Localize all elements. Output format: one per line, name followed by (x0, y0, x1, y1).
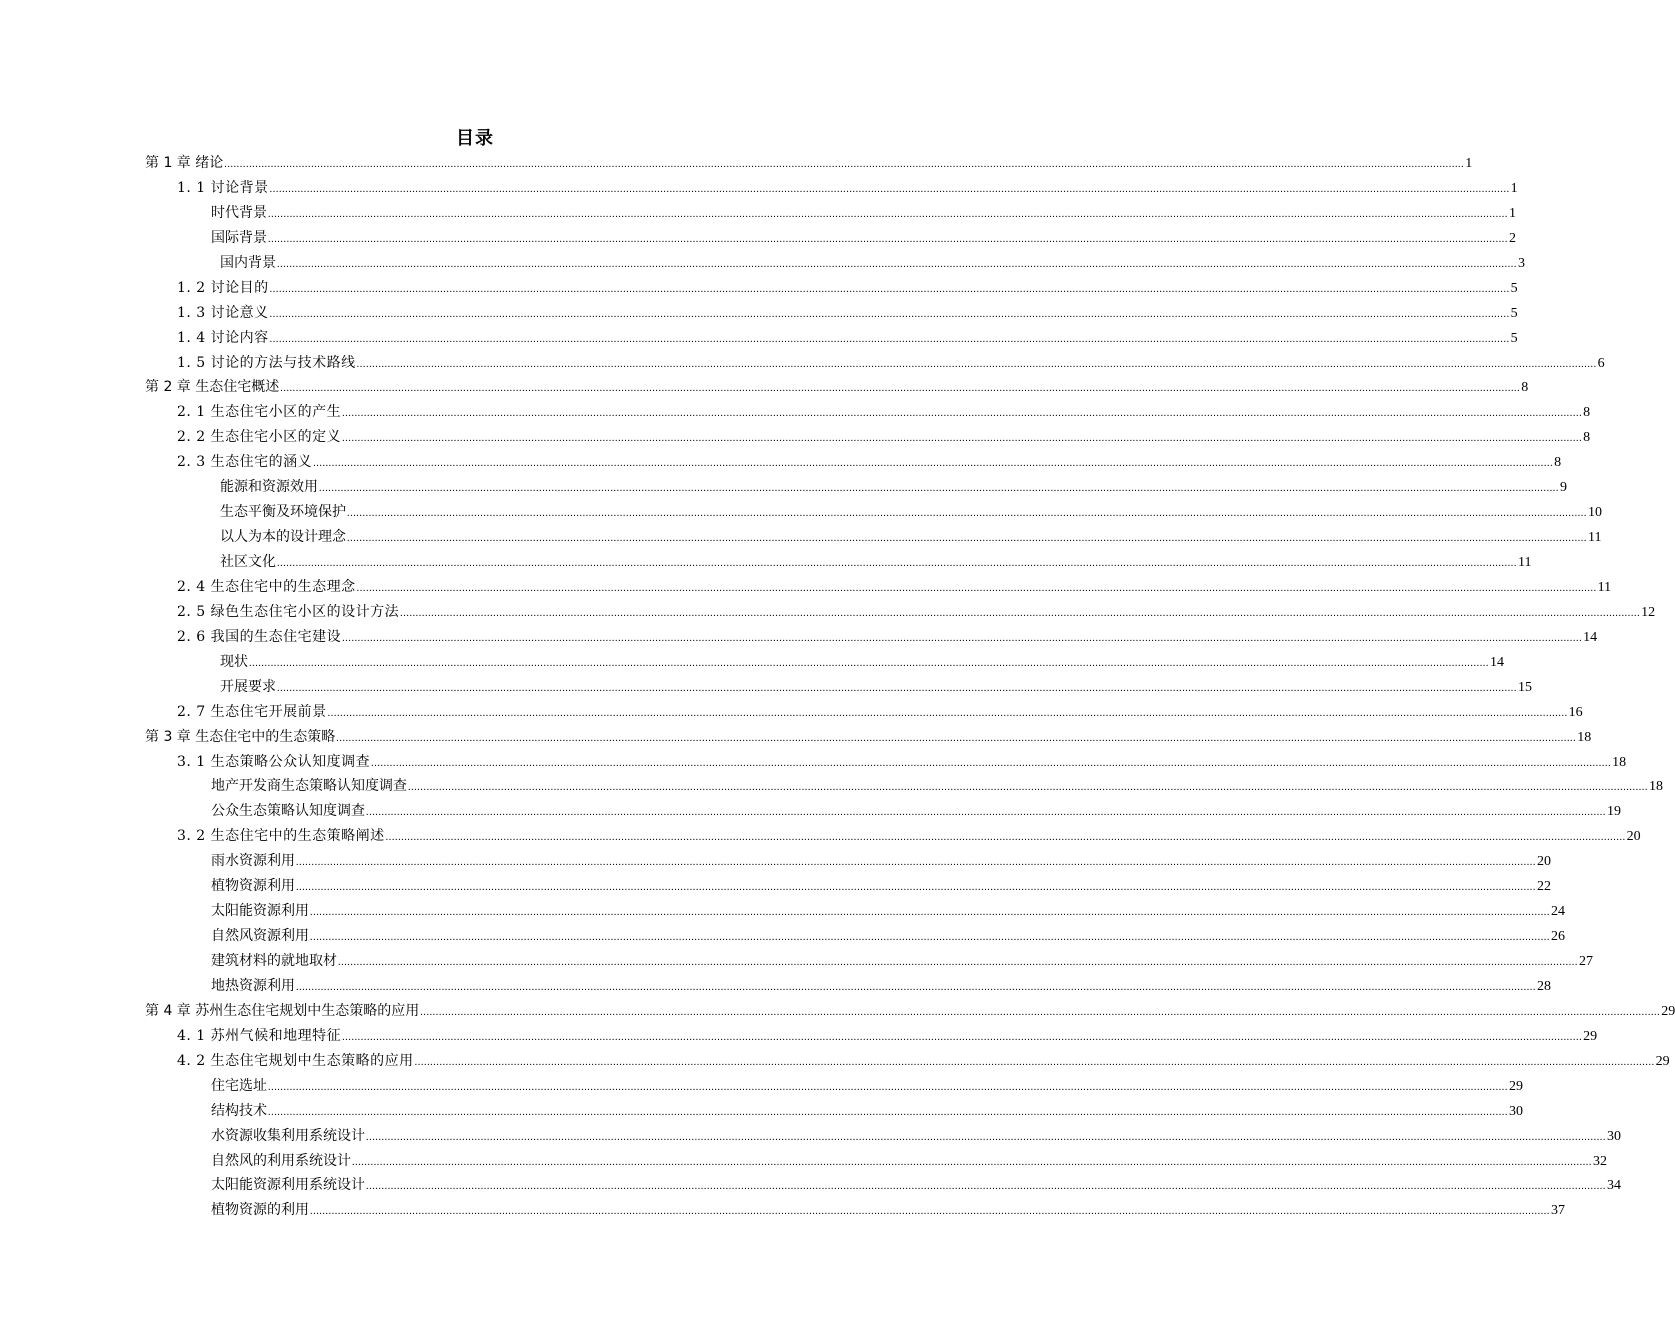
dot-leader: ................................................................................................................................................................................................................................................................................................................................................................................................................ (347, 533, 1587, 545)
toc-entry-label: 2. 2 生态住宅小区的定义 (177, 429, 342, 446)
dot-leader: ................................................................................................................................................................................................................................................................................................................................................................................................................ (342, 433, 1583, 445)
table-of-contents (145, 151, 1675, 1223)
toc-entry[interactable] (145, 750, 1627, 775)
toc-entry[interactable] (145, 301, 1518, 326)
toc-entry-page-number: 8 (1583, 430, 1591, 446)
toc-entry-label: 住宅选址 (211, 1077, 267, 1094)
toc-entry[interactable] (145, 375, 1529, 400)
toc-entry-label: 1. 1 讨论背景 (177, 179, 269, 196)
dot-leader: ................................................................................................................................................................................................................................................................................................................................................................................................................ (347, 508, 1587, 520)
toc-entry-page-number: 1 (1509, 205, 1516, 221)
toc-entry[interactable] (145, 251, 1525, 276)
toc-entry-label: 1. 4 讨论内容 (177, 329, 269, 346)
dot-leader: ................................................................................................................................................................................................................................................................................................................................................................................................................ (268, 1081, 1508, 1093)
toc-entry-page-number: 5 (1510, 330, 1518, 346)
toc-entry[interactable] (145, 799, 1621, 824)
toc-entry-label: 2. 4 生态住宅中的生态理念 (177, 578, 356, 595)
dot-leader: ................................................................................................................................................................................................................................................................................................................................................................................................................ (296, 882, 1536, 894)
toc-entry-page-number: 34 (1607, 1178, 1621, 1194)
toc-entry-label: 太阳能资源利用系统设计 (211, 1177, 365, 1194)
dot-leader: ................................................................................................................................................................................................................................................................................................................................................................................................................ (268, 208, 1508, 220)
toc-entry[interactable] (145, 924, 1565, 949)
toc-entry[interactable] (145, 176, 1518, 201)
toc-entry-label: 3. 1 生态策略公众认知度调查 (177, 753, 371, 770)
toc-entry-page-number: 27 (1579, 954, 1593, 969)
toc-entry[interactable] (145, 949, 1593, 974)
toc-entry-label: 自然风资源利用 (211, 928, 309, 945)
dot-leader: ................................................................................................................................................................................................................................................................................................................................................................................................................ (356, 582, 1597, 594)
toc-entry-label: 2. 6 我国的生态住宅建设 (177, 628, 342, 645)
toc-entry-page-number: 18 (1649, 779, 1663, 795)
toc-entry[interactable] (145, 600, 1656, 625)
dot-leader: ................................................................................................................................................................................................................................................................................................................................................................................................................ (408, 782, 1648, 794)
dot-leader: ................................................................................................................................................................................................................................................................................................................................................................................................................ (280, 383, 1521, 395)
toc-entry[interactable] (145, 1099, 1523, 1124)
toc-entry-label: 4. 1 苏州气候和地理特征 (177, 1027, 342, 1044)
toc-entry-page-number: 24 (1551, 904, 1565, 920)
dot-leader: ................................................................................................................................................................................................................................................................................................................................................................................................................ (296, 981, 1536, 993)
toc-entry-page-number: 11 (1588, 530, 1602, 546)
toc-entry-page-number: 9 (1560, 480, 1567, 496)
toc-entry-label: 开展要求 (220, 678, 276, 695)
toc-entry-label: 1. 3 讨论意义 (177, 304, 269, 321)
toc-entry-label: 自然风的利用系统设计 (211, 1152, 351, 1169)
toc-entry-label: 第 4 章 苏州生态住宅规划中生态策略的应用 (145, 1002, 420, 1019)
toc-entry-page-number: 2 (1509, 230, 1516, 246)
toc-entry-label: 地产开发商生态策略认知度调查 (211, 778, 407, 795)
toc-entry-page-number: 11 (1518, 555, 1532, 570)
toc-entry-page-number: 6 (1597, 355, 1605, 371)
toc-entry[interactable] (145, 450, 1562, 475)
toc-entry-page-number: 15 (1518, 679, 1532, 695)
toc-entry[interactable] (145, 974, 1551, 999)
toc-entry-label: 4. 2 生态住宅规划中生态策略的应用 (177, 1052, 414, 1069)
dot-leader: ................................................................................................................................................................................................................................................................................................................................................................................................................ (385, 832, 1626, 844)
toc-entry-page-number: 22 (1537, 879, 1551, 895)
toc-entry[interactable] (145, 201, 1516, 226)
toc-entry-page-number: 20 (1537, 854, 1551, 870)
dot-leader: ................................................................................................................................................................................................................................................................................................................................................................................................................ (277, 682, 1517, 694)
dot-leader: ................................................................................................................................................................................................................................................................................................................................................................................................................ (269, 333, 1510, 345)
toc-entry-page-number: 8 (1521, 380, 1529, 396)
dot-leader: ................................................................................................................................................................................................................................................................................................................................................................................................................ (319, 483, 1559, 495)
toc-entry[interactable] (145, 1074, 1523, 1099)
toc-entry-label: 现状 (220, 653, 248, 670)
toc-entry-label: 时代背景 (211, 204, 267, 221)
dot-leader: ................................................................................................................................................................................................................................................................................................................................................................................................................ (310, 907, 1550, 919)
dot-leader: ................................................................................................................................................................................................................................................................................................................................................................................................................ (277, 258, 1517, 270)
toc-entry[interactable] (145, 151, 1473, 176)
toc-entry[interactable] (145, 351, 1605, 376)
toc-entry-page-number: 28 (1537, 978, 1551, 994)
toc-entry[interactable] (145, 849, 1551, 874)
toc-entry-label: 地热资源利用 (211, 977, 295, 994)
toc-entry[interactable] (145, 625, 1598, 650)
toc-entry-label: 国内背景 (220, 254, 276, 271)
toc-entry-label: 太阳能资源利用 (211, 903, 309, 920)
dot-leader: ................................................................................................................................................................................................................................................................................................................................................................................................................ (296, 857, 1536, 869)
toc-entry-page-number: 1 (1465, 156, 1473, 171)
toc-entry-label: 2. 3 生态住宅的涵义 (177, 454, 313, 471)
toc-entry[interactable] (145, 899, 1565, 924)
toc-entry-page-number: 14 (1583, 629, 1598, 645)
toc-entry-label: 2. 1 生态住宅小区的产生 (177, 404, 342, 421)
toc-entry-label: 建筑材料的就地取材 (211, 953, 337, 969)
toc-entry-label: 社区文化 (220, 554, 276, 570)
toc-entry-label: 植物资源的利用 (211, 1202, 309, 1219)
toc-entry-page-number: 18 (1612, 754, 1627, 770)
toc-entry-page-number: 19 (1607, 804, 1621, 820)
toc-entry[interactable] (145, 525, 1602, 550)
toc-entry-page-number: 30 (1607, 1128, 1621, 1144)
dot-leader: ................................................................................................................................................................................................................................................................................................................................................................................................................ (342, 632, 1583, 644)
dot-leader: ................................................................................................................................................................................................................................................................................................................................................................................................................ (269, 308, 1510, 320)
dot-leader: ................................................................................................................................................................................................................................................................................................................................................................................................................ (366, 1131, 1606, 1143)
toc-entry-page-number: 8 (1554, 455, 1562, 471)
toc-entry-label: 第 2 章 生态住宅概述 (145, 379, 280, 396)
toc-entry[interactable] (145, 276, 1518, 301)
toc-entry-label: 公众生态策略认知度调查 (211, 803, 365, 820)
toc-entry[interactable] (145, 874, 1551, 899)
toc-entry[interactable] (145, 774, 1663, 799)
dot-leader: ................................................................................................................................................................................................................................................................................................................................................................................................................ (269, 283, 1510, 295)
toc-entry[interactable] (145, 650, 1504, 675)
toc-entry-page-number: 5 (1510, 280, 1518, 296)
dot-leader: ................................................................................................................................................................................................................................................................................................................................................................................................................ (366, 1181, 1606, 1193)
toc-entry-label: 结构技术 (211, 1102, 267, 1119)
dot-leader: ................................................................................................................................................................................................................................................................................................................................................................................................................ (371, 757, 1612, 769)
dot-leader: ................................................................................................................................................................................................................................................................................................................................................................................................................ (268, 1106, 1508, 1118)
toc-entry[interactable] (145, 475, 1567, 500)
toc-entry[interactable] (145, 400, 1591, 425)
toc-entry[interactable] (145, 1024, 1598, 1049)
toc-entry[interactable] (145, 550, 1532, 575)
toc-entry[interactable] (145, 675, 1532, 700)
toc-entry-label: 第 3 章 生态住宅中的生态策略 (145, 728, 336, 745)
toc-entry-label: 能源和资源效用 (220, 479, 318, 496)
toc-entry-page-number: 37 (1551, 1203, 1565, 1219)
toc-entry[interactable] (145, 1149, 1607, 1174)
dot-leader: ................................................................................................................................................................................................................................................................................................................................................................................................................ (310, 932, 1550, 944)
toc-entry-page-number: 26 (1551, 929, 1565, 945)
toc-entry-page-number: 16 (1568, 704, 1583, 720)
toc-entry[interactable] (145, 824, 1641, 849)
toc-entry-page-number: 14 (1490, 654, 1504, 670)
toc-entry[interactable] (145, 1173, 1621, 1198)
dot-leader: ................................................................................................................................................................................................................................................................................................................................................................................................................ (313, 458, 1554, 470)
toc-entry-label: 雨水资源利用 (211, 853, 295, 870)
dot-leader: ................................................................................................................................................................................................................................................................................................................................................................................................................ (400, 607, 1641, 619)
toc-entry-label: 1. 5 讨论的方法与技术路线 (177, 354, 356, 371)
toc-entry-label: 2. 5 绿色生态住宅小区的设计方法 (177, 603, 400, 620)
toc-entry-page-number: 29 (1661, 1003, 1675, 1019)
dot-leader: ................................................................................................................................................................................................................................................................................................................................................................................................................ (269, 183, 1510, 195)
toc-entry-page-number: 11 (1597, 579, 1612, 595)
toc-entry[interactable] (145, 999, 1675, 1024)
toc-entry[interactable] (145, 326, 1518, 351)
dot-leader: ................................................................................................................................................................................................................................................................................................................................................................................................................ (249, 657, 1489, 669)
toc-entry[interactable] (145, 1124, 1621, 1149)
toc-entry-page-number: 5 (1510, 305, 1518, 321)
toc-entry-page-number: 3 (1518, 255, 1525, 271)
dot-leader: ................................................................................................................................................................................................................................................................................................................................................................................................................ (327, 707, 1568, 719)
toc-entry-label: 以人为本的设计理念 (220, 529, 346, 546)
toc-entry-label: 生态平衡及环境保护 (220, 504, 346, 521)
toc-entry-label: 水资源收集利用系统设计 (211, 1127, 365, 1144)
toc-entry[interactable] (145, 1049, 1670, 1074)
toc-entry[interactable] (145, 575, 1612, 600)
toc-entry-page-number: 30 (1509, 1103, 1523, 1119)
toc-entry-label: 国际背景 (211, 229, 267, 246)
toc-entry-page-number: 29 (1583, 1028, 1598, 1044)
toc-entry-page-number: 1 (1510, 180, 1518, 196)
toc-entry-label: 3. 2 生态住宅中的生态策略阐述 (177, 828, 385, 845)
toc-entry-page-number: 8 (1583, 405, 1591, 421)
toc-entry-page-number: 10 (1588, 505, 1602, 521)
dot-leader: ................................................................................................................................................................................................................................................................................................................................................................................................................ (268, 233, 1508, 245)
dot-leader: ................................................................................................................................................................................................................................................................................................................................................................................................................ (342, 1031, 1583, 1043)
toc-entry[interactable] (145, 425, 1591, 450)
toc-entry-label: 1. 2 讨论目的 (177, 279, 269, 296)
dot-leader: ................................................................................................................................................................................................................................................................................................................................................................................................................ (414, 1056, 1655, 1068)
toc-entry-page-number: 20 (1626, 829, 1641, 845)
toc-entry-page-number: 32 (1593, 1153, 1607, 1169)
toc-entry-page-number: 12 (1641, 604, 1656, 620)
toc-title: 目录 (456, 128, 494, 149)
dot-leader: ................................................................................................................................................................................................................................................................................................................................................................................................................ (338, 957, 1578, 968)
dot-leader: ................................................................................................................................................................................................................................................................................................................................................................................................................ (420, 1006, 1661, 1018)
dot-leader: ................................................................................................................................................................................................................................................................................................................................................................................................................ (352, 1156, 1592, 1168)
dot-leader: ................................................................................................................................................................................................................................................................................................................................................................................................................ (336, 732, 1577, 744)
toc-entry[interactable] (145, 700, 1583, 725)
toc-entry-page-number: 29 (1655, 1053, 1670, 1069)
dot-leader: ................................................................................................................................................................................................................................................................................................................................................................................................................ (342, 408, 1583, 420)
toc-entry[interactable] (145, 1198, 1565, 1223)
dot-leader: ................................................................................................................................................................................................................................................................................................................................................................................................................ (356, 358, 1597, 370)
toc-entry[interactable] (145, 226, 1516, 251)
toc-entry-label: 植物资源利用 (211, 878, 295, 895)
toc-entry[interactable] (145, 725, 1592, 750)
dot-leader: ................................................................................................................................................................................................................................................................................................................................................................................................................ (277, 558, 1517, 569)
dot-leader: ................................................................................................................................................................................................................................................................................................................................................................................................................ (310, 1206, 1550, 1218)
toc-entry[interactable] (145, 500, 1602, 525)
dot-leader: ................................................................................................................................................................................................................................................................................................................................................................................................................ (224, 159, 1465, 170)
toc-entry-page-number: 18 (1577, 729, 1592, 745)
toc-entry-label: 第 1 章 绪论 (145, 155, 224, 171)
toc-entry-label: 2. 7 生态住宅开展前景 (177, 703, 327, 720)
dot-leader: ................................................................................................................................................................................................................................................................................................................................................................................................................ (366, 807, 1606, 819)
toc-entry-page-number: 29 (1509, 1078, 1523, 1094)
